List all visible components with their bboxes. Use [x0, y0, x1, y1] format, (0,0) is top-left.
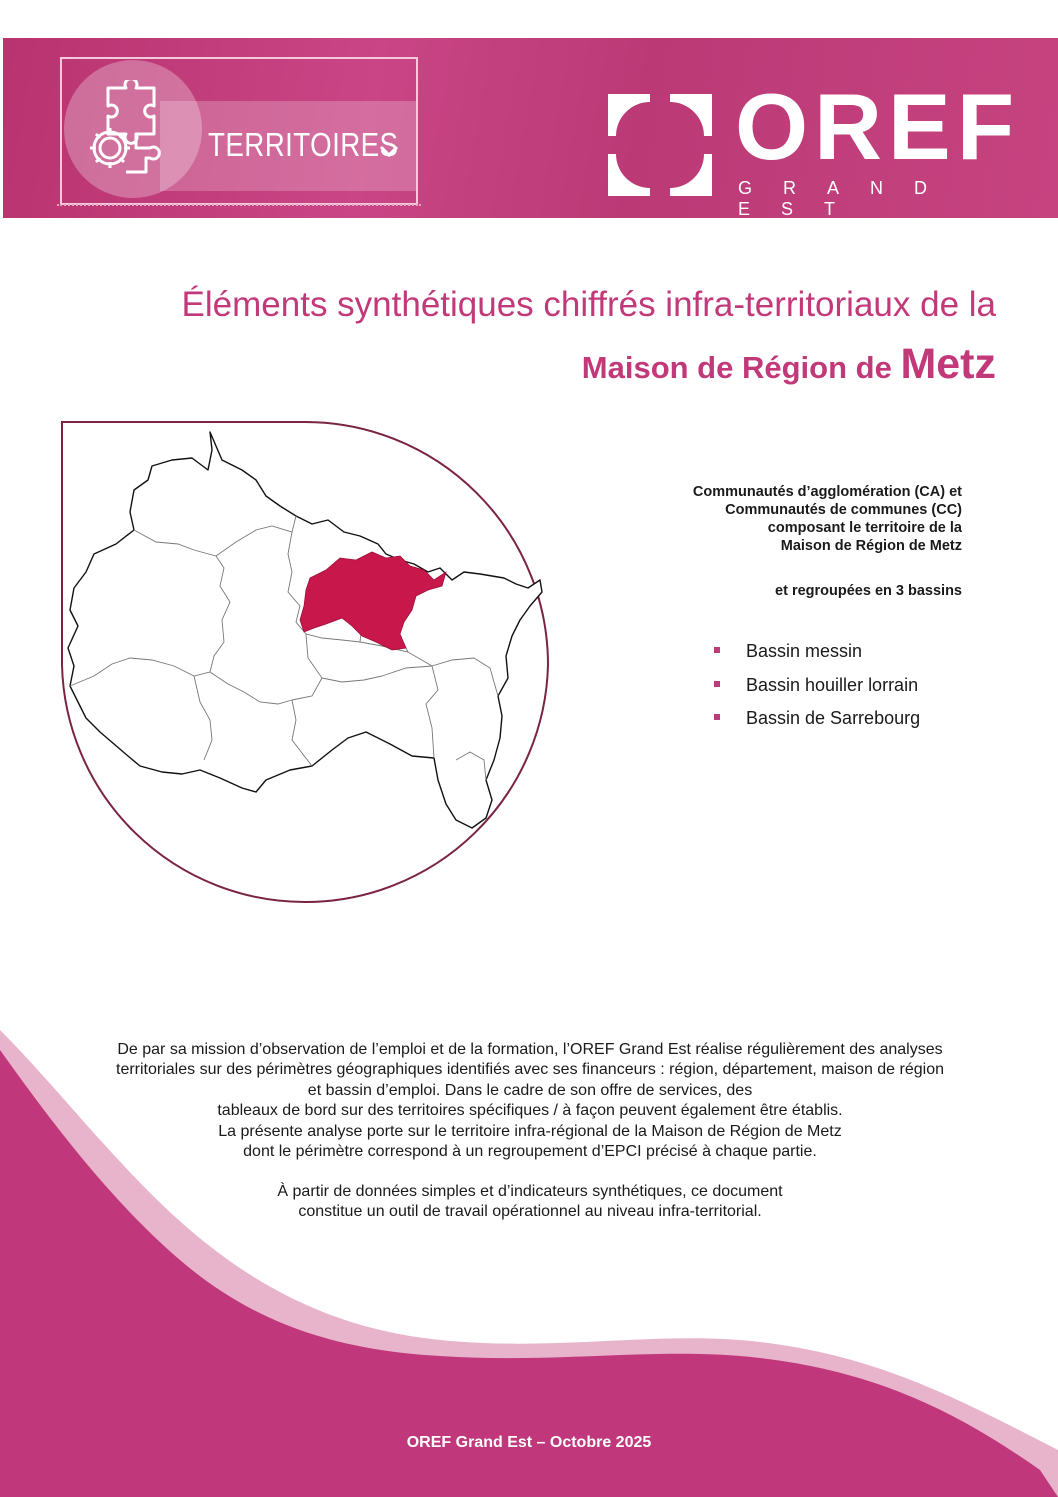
- region-map: [60, 420, 550, 905]
- page-title-line1: Éléments synthétiques chiffrés infra-territoriaux de la: [181, 285, 996, 324]
- intro-line: La présente analyse porte sur le territoire infra-régional de la Maison de Région de Metz: [218, 1122, 842, 1140]
- puzzle-gear-icon: [80, 80, 180, 180]
- bullet-square-icon: [714, 647, 720, 653]
- chevron-down-icon[interactable]: [378, 143, 400, 159]
- bassin-label: Bassin houiller lorrain: [746, 674, 919, 695]
- intro-line: et bassin d’emploi. Dans le cadre de son offre de services, des: [307, 1081, 753, 1099]
- legend-line: Communautés de communes (CC): [725, 502, 962, 518]
- bullet-square-icon: [714, 714, 720, 720]
- bullet-square-icon: [714, 681, 720, 687]
- list-item: [714, 640, 920, 674]
- title-prefix: Maison de Région de: [581, 350, 901, 385]
- intro-paragraph-2: [60, 1182, 1000, 1223]
- title-emphasis: Metz: [900, 340, 996, 388]
- legend-subheading: et regroupées en 3 bassins: [775, 583, 962, 599]
- oref-wordmark: OREF: [735, 74, 1021, 179]
- oref-subtitle: GRAND EST: [738, 178, 959, 219]
- oref-logo-icon: [608, 94, 712, 196]
- intro-line: À partir de données simples et d’indicateurs synthétiques, ce document: [277, 1183, 783, 1200]
- intro-line: territoriales sur des périmètres géographiques identifiés avec ses financeurs : région, département, maison de région: [116, 1061, 944, 1079]
- intro-line: dont le périmètre correspond à un regroupement d’EPCI précisé à chaque partie.: [243, 1143, 817, 1161]
- page-title-line2: [582, 340, 996, 389]
- legend-heading: [582, 483, 962, 555]
- bassin-label: Bassin messin: [746, 641, 863, 661]
- intro-paragraph: [60, 1040, 1000, 1162]
- legend-line: Maison de Région de Metz: [780, 538, 962, 554]
- footer-text: OREF Grand Est – Octobre 2025: [406, 1434, 652, 1451]
- territoires-label[interactable]: TERRITOIRES: [208, 126, 399, 163]
- badge-divider: [57, 204, 421, 212]
- legend-line: composant le territoire de la: [767, 520, 962, 536]
- bassin-list: [714, 640, 920, 741]
- legend-line: Communautés d’agglomération (CA) et: [692, 484, 962, 500]
- intro-line: tableaux de bord sur des territoires spécifiques / à façon peuvent également être établis.: [217, 1102, 843, 1120]
- bassin-label: Bassin de Sarrebourg: [746, 708, 921, 728]
- list-item: [714, 674, 920, 708]
- list-item: [714, 707, 920, 741]
- intro-line: De par sa mission d’observation de l’emploi et de la formation, l’OREF Grand Est réalise régulièrement des analyses: [117, 1041, 943, 1058]
- intro-line: constitue un outil de travail opérationnel au niveau infra-territorial.: [298, 1203, 762, 1221]
